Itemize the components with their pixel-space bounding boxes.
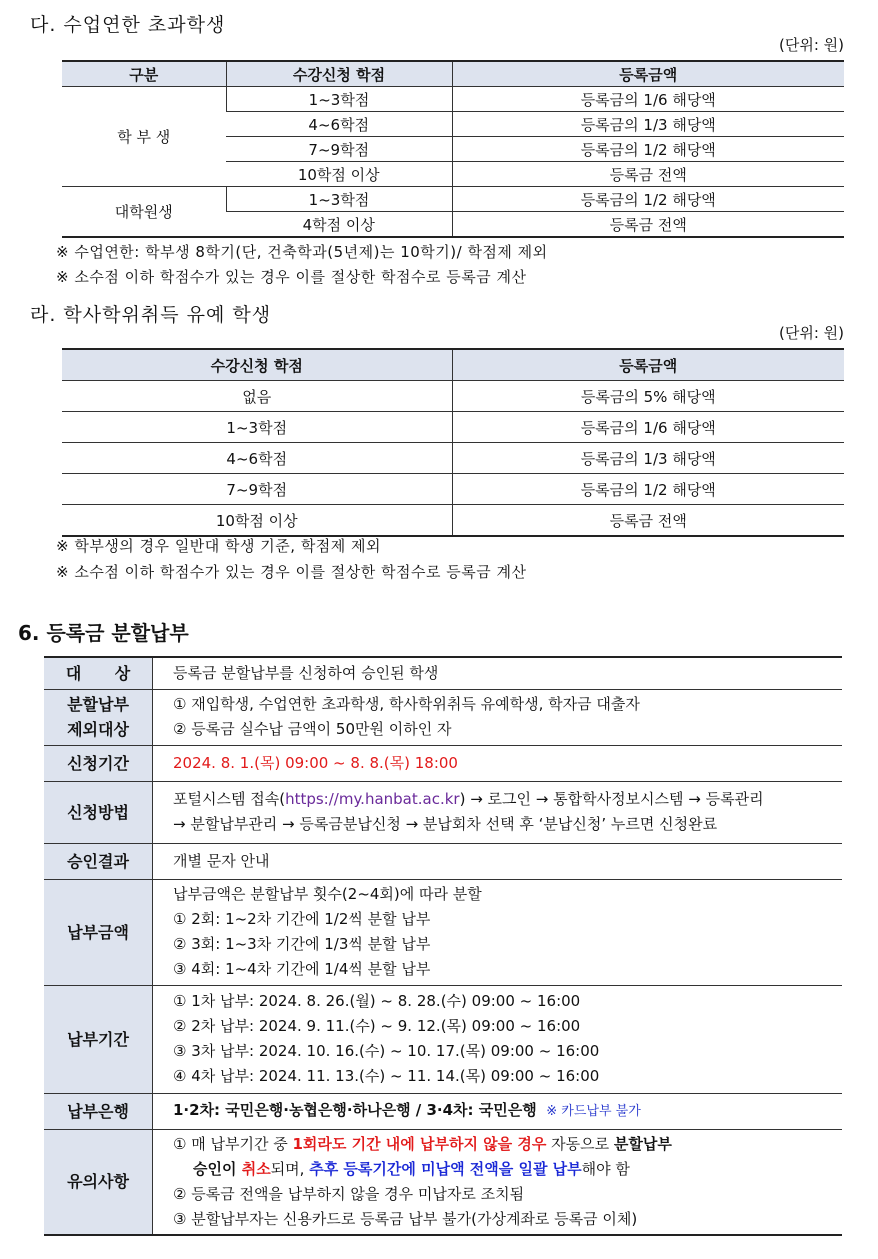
section-6-heading: 6. 등록금 분할납부 xyxy=(18,621,189,645)
table-cell: 등록금 전액 xyxy=(452,505,844,537)
caution-value xyxy=(153,1129,843,1235)
caution-text: 해야 함 xyxy=(581,1159,630,1178)
amount-line: ③ 4회: 1~4차 기간에 1/4씩 분할 납부 xyxy=(173,960,431,978)
table-cell: 7~9학점 xyxy=(226,137,452,162)
portal-link[interactable]: https://my.hanbat.ac.kr xyxy=(285,790,460,808)
header-category: 구분 xyxy=(62,61,226,87)
section-c-note-2: ※ 소수점 이하 학점수가 있는 경우 이를 절상한 학점수로 등록금 계산 xyxy=(56,268,527,286)
caution-bold: 승인이 xyxy=(193,1159,242,1178)
table-cell: 4~6학점 xyxy=(226,112,452,137)
table-cell: 등록금의 1/3 해당액 xyxy=(452,112,844,137)
amount-value xyxy=(153,879,843,985)
grad-label: 대학원생 xyxy=(62,187,226,238)
schedule-line: ③ 3차 납부: 2024. 10. 16.(수) ~ 10. 17.(목) 09:00 ~ 16:00 xyxy=(173,1042,600,1060)
section-d-table xyxy=(62,348,844,537)
excluded-label xyxy=(44,689,153,745)
table-cell: 1~3학점 xyxy=(226,87,452,112)
caution-text: ① 매 납부기간 중 xyxy=(173,1134,293,1153)
schedule-line: ① 1차 납부: 2024. 8. 26.(월) ~ 8. 28.(수) 09:00 ~ 16:00 xyxy=(173,992,581,1010)
section-c-heading: 다. 수업연한 초과학생 xyxy=(30,14,226,36)
section-d-heading: 라. 학사학위취득 유예 학생 xyxy=(30,304,272,326)
table-cell: 등록금의 1/3 해당액 xyxy=(452,443,844,474)
header-credits: 수강신청 학점 xyxy=(62,349,452,381)
section-d-unit: (단위: 원) xyxy=(779,324,844,342)
table-cell: 1~3학점 xyxy=(62,412,452,443)
header-amount: 등록금액 xyxy=(452,349,844,381)
method-line-1 xyxy=(173,787,842,812)
amount-line: ① 2회: 1~2차 기간에 1/2씩 분할 납부 xyxy=(173,910,431,928)
table-cell: 4학점 이상 xyxy=(226,212,452,238)
excluded-item-1: ① 재입학생, 수업연한 초과학생, 학사학위취득 유예학생, 학자금 대출자 xyxy=(173,695,640,713)
table-cell: 등록금 전액 xyxy=(452,212,844,238)
excluded-item-2: ② 등록금 실수납 금액이 50만원 이하인 자 xyxy=(173,720,452,738)
schedule-line: ④ 4차 납부: 2024. 11. 13.(수) ~ 11. 14.(목) 09:00 ~ 16:00 xyxy=(173,1067,600,1085)
section-c-table xyxy=(62,60,844,238)
bank-text: 1·2차: 국민은행·농협은행·하나은행 / 3·4차: 국민은행 xyxy=(173,1101,537,1119)
caution-line-3: ② 등록금 전액을 납부하지 않을 경우 미납자로 조치됨 xyxy=(173,1184,525,1203)
card-note: ※ 카드납부 불가 xyxy=(546,1104,641,1119)
schedule-value xyxy=(153,985,843,1093)
section-c-unit: (단위: 원) xyxy=(779,36,844,54)
table-cell: 등록금 전액 xyxy=(452,162,844,187)
caution-text: 되며, xyxy=(270,1159,310,1178)
section-d-note-1: ※ 학부생의 경우 일반대 학생 기준, 학점제 제외 xyxy=(56,537,382,555)
table-cell: 없음 xyxy=(62,381,452,412)
table-cell: 등록금의 1/6 해당액 xyxy=(452,87,844,112)
bank-value xyxy=(153,1093,843,1129)
caution-label: 유의사항 xyxy=(44,1129,153,1235)
bank-label: 납부은행 xyxy=(44,1093,153,1129)
schedule-label: 납부기간 xyxy=(44,985,153,1093)
section-c-note-1: ※ 수업연한: 학부생 8학기(단, 건축학과(5년제)는 10학기)/ 학점제 제외 xyxy=(56,243,548,261)
method-label: 신청방법 xyxy=(44,781,153,843)
caution-text: 자동으로 xyxy=(546,1134,614,1153)
method-text-1b: ) → 로그인 → 통합학사정보시스템 → 등록관리 xyxy=(459,790,764,808)
section-d-note-2: ※ 소수점 이하 학점수가 있는 경우 이를 절상한 학점수로 등록금 계산 xyxy=(56,563,527,581)
caution-bold: 분할납부 xyxy=(613,1134,672,1153)
header-credits: 수강신청 학점 xyxy=(226,61,452,87)
table-cell: 7~9학점 xyxy=(62,474,452,505)
table-cell: 4~6학점 xyxy=(62,443,452,474)
table-cell: 10학점 이상 xyxy=(226,162,452,187)
caution-line-4: ③ 분할납부자는 신용카드로 등록금 납부 불가(가상계좌로 등록금 이체) xyxy=(173,1209,638,1228)
header-amount: 등록금액 xyxy=(452,61,844,87)
target-label: 대 상 xyxy=(44,657,153,689)
table-cell: 등록금의 1/2 해당액 xyxy=(452,187,844,212)
excluded-value xyxy=(153,689,843,745)
caution-line-1 xyxy=(173,1132,842,1157)
undergrad-label: 학 부 생 xyxy=(62,87,226,187)
amount-label: 납부금액 xyxy=(44,879,153,985)
table-cell: 등록금의 5% 해당액 xyxy=(452,381,844,412)
period-value: 2024. 8. 1.(목) 09:00 ~ 8. 8.(목) 18:00 xyxy=(153,745,843,781)
table-cell: 등록금의 1/2 해당액 xyxy=(452,474,844,505)
caution-highlight-red: 1회라도 기간 내에 납부하지 않을 경우 xyxy=(292,1134,547,1153)
target-value: 등록금 분할납부를 신청하여 승인된 학생 xyxy=(153,657,843,689)
table-cell: 1~3학점 xyxy=(226,187,452,212)
amount-line: ② 3회: 1~3차 기간에 1/3씩 분할 납부 xyxy=(173,935,431,953)
installment-info-table xyxy=(44,656,842,1236)
table-cell: 등록금의 1/6 해당액 xyxy=(452,412,844,443)
caution-highlight-red: 취소 xyxy=(241,1159,271,1178)
result-value: 개별 문자 안내 xyxy=(153,843,843,879)
method-text-1a: 포털시스템 접속( xyxy=(173,790,286,808)
amount-line: 납부금액은 분할납부 횟수(2~4회)에 따라 분할 xyxy=(173,885,482,903)
caution-highlight-blue: 추후 등록기간에 미납액 전액을 일괄 납부 xyxy=(309,1159,582,1178)
caution-line-2 xyxy=(173,1157,842,1182)
schedule-line: ② 2차 납부: 2024. 9. 11.(수) ~ 9. 12.(목) 09:00 ~ 16:00 xyxy=(173,1017,581,1035)
period-label: 신청기간 xyxy=(44,745,153,781)
excluded-label-line-2: 제외대상 xyxy=(67,720,129,739)
table-cell: 10학점 이상 xyxy=(62,505,452,537)
table-cell: 등록금의 1/2 해당액 xyxy=(452,137,844,162)
method-line-2: → 분할납부관리 → 등록금분납신청 → 분납회차 선택 후 ‘분납신청’ 누르면 신청완료 xyxy=(173,815,718,833)
excluded-label-line-1: 분할납부 xyxy=(67,695,129,714)
result-label: 승인결과 xyxy=(44,843,153,879)
method-value xyxy=(153,781,843,843)
